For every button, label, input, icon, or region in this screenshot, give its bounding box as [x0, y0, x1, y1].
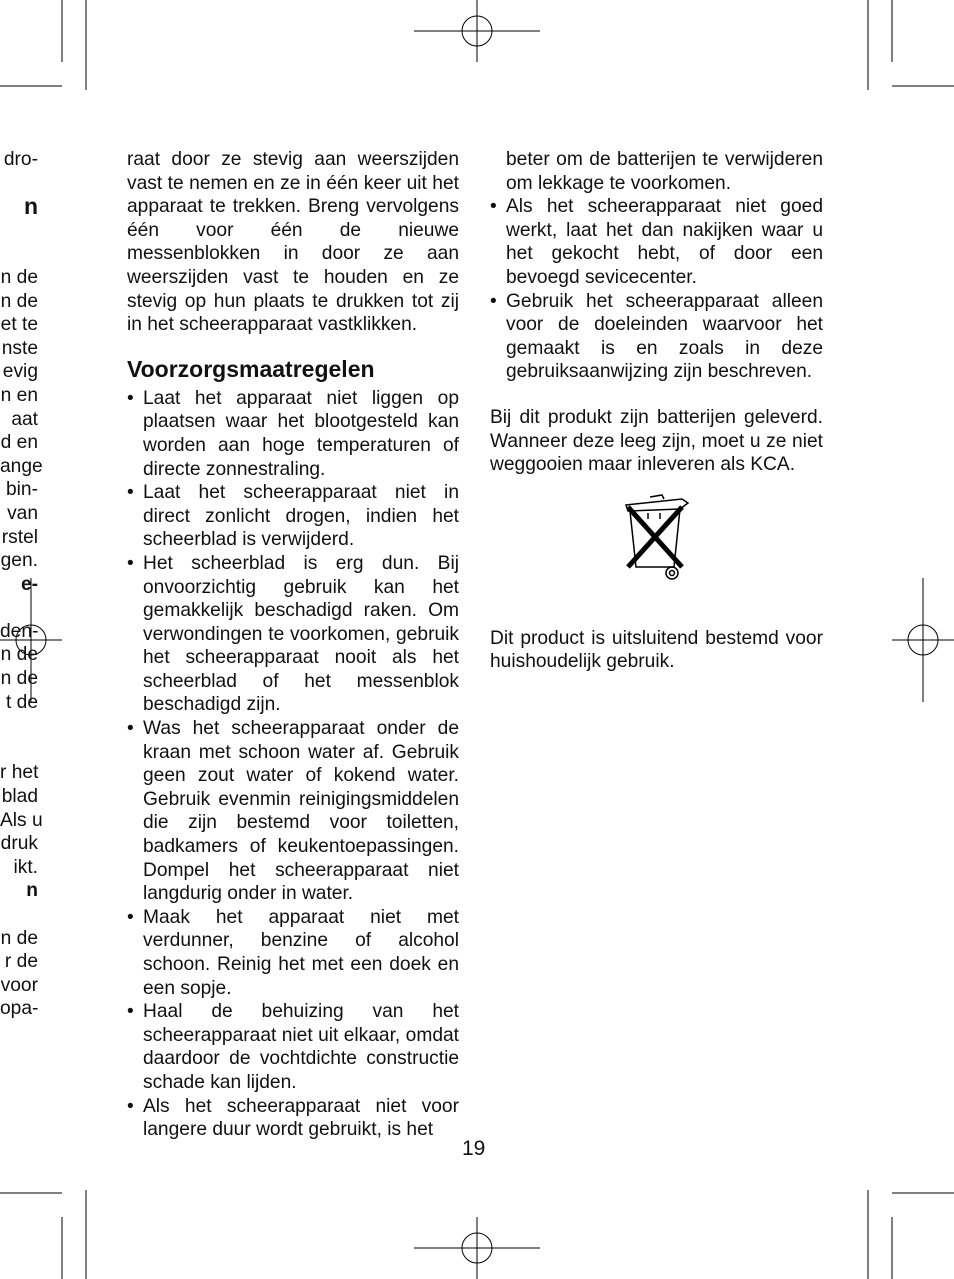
- spill-line: [0, 596, 38, 620]
- spill-line: [0, 219, 38, 243]
- spill-line: n en: [0, 384, 38, 406]
- spill-line: opa-: [0, 998, 39, 1020]
- intro-paragraph: raat door ze stevig aan weerszijden vast te nemen en ze in één keer uit het apparaat te trekken. Breng vervolgens één voor één de nieuwe messenblokken in door ze aan weerszijden vast te houden en ze stevig op hun plaats te drukken tot zij in het scheerapparaat vastklikken.: [127, 149, 459, 336]
- column-left: [127, 148, 459, 1142]
- spill-line: n de: [0, 644, 38, 666]
- spill-line: [0, 242, 38, 266]
- precautions-list: [127, 387, 459, 1142]
- continued-list-item: beter om de batterijen te verwijderen om lekkage te voorkomen.: [506, 149, 823, 194]
- spill-line: blad: [1, 786, 38, 808]
- left-spill-text: [0, 148, 43, 1021]
- spill-line: e-: [20, 573, 38, 595]
- spill-line: n de: [0, 668, 38, 690]
- spill-line: gen.: [0, 550, 38, 572]
- spill-line: voor: [0, 974, 38, 996]
- spill-line: ikt.: [13, 856, 38, 878]
- list-item: • Was het scheerapparaat onder de kraan met schoon water af. Gebruik geen zout water of kokend water. Gebruik evenmin reinigingsmiddelen die zijn bestemd voor toiletten, badkamers of keukentoepassingen. Dompel het scheerapparaat niet langdurig onder in water.: [127, 717, 459, 906]
- spill-line: et te: [0, 314, 38, 336]
- column-right: [490, 148, 823, 674]
- spill-line: n de: [0, 290, 38, 312]
- list-item: • Laat het apparaat niet liggen op plaatsen waar het blootgesteld kan worden aan hoge temperaturen of directe zonnestraling.: [127, 387, 459, 481]
- list-item: • Gebruik het scheerapparaat alleen voor de doeleinden waarvoor het gemaakt is en zoals in deze gebruiksaanwijzing zijn beschreven.: [490, 290, 823, 384]
- crossed-bin-icon: [620, 491, 694, 583]
- list-item: • Het scheerblad is erg dun. Bij onvoorzichtig gebruik kan het gemakkelijk beschadigd raken. Om verwondingen te voorkomen, gebruik het scheerapparaat nooit als het scheerblad of het messenblok beschadigd zijn.: [127, 552, 459, 717]
- spill-line: dro-: [3, 149, 38, 170]
- spill-line: n de: [0, 927, 38, 949]
- spill-line: [0, 714, 38, 738]
- spill-line: n de: [0, 266, 38, 288]
- spill-line: d en: [0, 432, 38, 454]
- spill-line: r het: [0, 762, 39, 784]
- list-item: • Laat het scheerapparaat niet in direct zonlicht drogen, indien het scheerblad is verwijderd.: [127, 481, 459, 552]
- spill-line: aat: [11, 408, 38, 430]
- spill-line: rstel: [1, 526, 38, 548]
- spill-line: [0, 172, 38, 196]
- spill-line: nste: [1, 337, 38, 359]
- spill-line: den-: [0, 620, 39, 642]
- spill-line: r de: [4, 951, 38, 973]
- precautions-list-continued: [490, 195, 823, 384]
- spill-line: Als u: [0, 809, 43, 831]
- list-item: • Maak het apparaat niet met verdunner, benzine of alcohol schoon. Reinig het met een doek en een sopje.: [127, 906, 459, 1000]
- spill-line: n: [23, 193, 38, 220]
- spill-line: evig: [2, 361, 38, 383]
- section-heading: Voorzorgsmaatregelen: [127, 355, 375, 382]
- list-item: • Als het scheerapparaat niet goed werkt, laat het dan nakijken waar u het gekocht hebt, of door een bevoegd sevicecenter.: [490, 195, 823, 289]
- spill-line: n: [26, 880, 38, 902]
- list-item: • Haal de behuizing van het scheerapparaat niet uit elkaar, omdat daardoor de vochtdichte constructie schade kan lijden.: [127, 1000, 459, 1094]
- spill-line: bin-: [6, 479, 38, 501]
- household-note: Dit product is uitsluitend bestemd voor huishoudelijk gebruik.: [490, 627, 823, 673]
- list-item: • Als het scheerapparaat niet voor langere duur wordt gebruikt, is het: [127, 1095, 459, 1142]
- page-number: 19: [462, 1137, 486, 1160]
- spill-line: [0, 903, 38, 927]
- spill-line: t de: [5, 691, 38, 713]
- battery-note: Bij dit produkt zijn batterijen geleverd. Wanneer deze leeg zijn, moet u ze niet weggooien maar inleveren als KCA.: [490, 406, 823, 476]
- spill-line: ange: [0, 455, 43, 477]
- spill-line: van: [7, 502, 38, 524]
- spill-line: druk: [0, 833, 38, 855]
- spill-line: [0, 738, 38, 762]
